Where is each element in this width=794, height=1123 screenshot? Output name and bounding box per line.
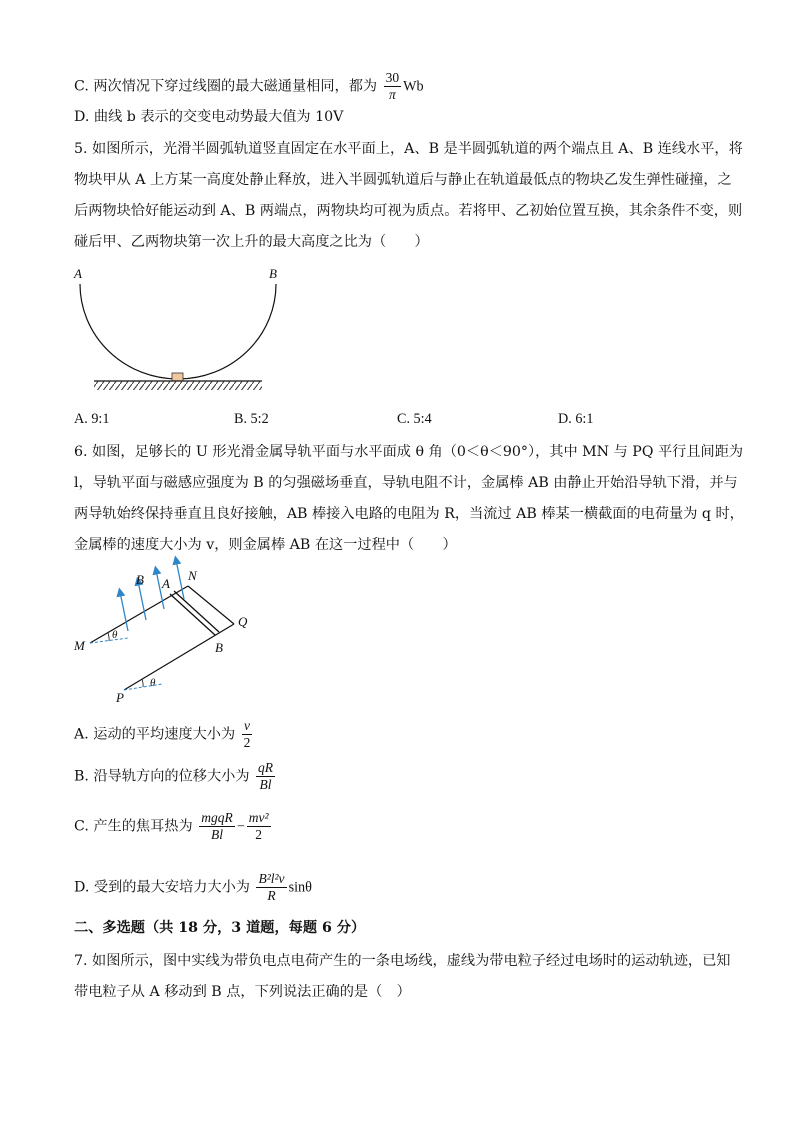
q6-label-q: Q (238, 614, 248, 629)
q6-stem-line-4: 金属棒的速度大小为 v，则金属棒 AB 在这一过程中（ ） (74, 537, 457, 553)
q6-rail-pq (124, 624, 234, 690)
q6-label-b-field: B (136, 572, 144, 587)
q6-label-a: A (162, 576, 170, 591)
q6-label-b-end: B (215, 640, 223, 655)
q6-label-n: N (188, 568, 197, 583)
q6-angle-arc-p (142, 679, 143, 687)
q4-option-c (74, 70, 424, 103)
q5-semicircle-track (80, 284, 276, 379)
q5-option-d: D. 6:1 (558, 411, 594, 427)
q5-stem-line-3: 后两物块恰好能运动到 A、B 两端点，两物块均可视为质点。若将甲、乙初始位置互换，其余条件不变，则 (74, 203, 743, 219)
q4-option-d: D. 曲线 b 表示的交变电动势最大值为 10V (74, 109, 344, 125)
q6-angle-arc-m (108, 633, 109, 641)
q6-option-b: B. 沿导轨方向的位移大小为 $\frac{qR}{Bl}$ (74, 760, 274, 792)
q4-option-c-text: C. 两次情况下穿过线圈的最大磁通量相同，都为 (74, 78, 378, 95)
q5-label-a: A (74, 266, 82, 281)
q6-label-p: P (116, 690, 124, 705)
q6-rod-ab-1 (170, 594, 215, 635)
q6-option-a: A. 运动的平均速度大小为 $\frac{v}{2}$ (74, 718, 251, 750)
q7-stem-line-1: 7. 如图所示，图中实线为带负电点电荷产生的一条电场线，虚线为带电粒子经过电场时的运动轨迹，已知 (74, 953, 731, 969)
q5-stem-line-4: 碰后甲、乙两物块第一次上升的最大高度之比为（ ） (74, 234, 429, 250)
q6-option-b-fraction: $\frac{qR}{Bl}$ (258, 760, 274, 792)
q6-option-a-fraction: $\frac{v}{2}$ (243, 718, 251, 750)
q6-stem-line-1: 6. 如图，足够长的 U 形光滑金属导轨平面与水平面成 θ 角（0＜θ＜90°），其中 MN 与 PQ 平行且间距为 (74, 444, 744, 460)
q6-label-m: M (74, 638, 85, 653)
q5-label-b: B (269, 266, 277, 281)
q5-ground-hatch (94, 381, 262, 390)
q7-stem-line-2: 带电粒子从 A 移动到 B 点，下列说法正确的是（ ） (74, 984, 411, 1000)
q6-stem-line-3: 两导轨始终保持垂直且良好接触，AB 棒接入电路的电阻为 R，当流过 AB 棒某一横截面的电荷量为 q 时， (74, 506, 744, 522)
q6-label-theta-p: θ (150, 677, 156, 689)
q5-option-a: A. 9:1 (74, 411, 110, 427)
section-heading-multiple-choice: 二、多选题（共 18 分，3 道题，每题 6 分） (74, 920, 366, 936)
q5-semicircle-figure (72, 264, 277, 394)
q5-stem-line-1: 5. 如图所示，光滑半圆弧轨道竖直固定在水平面上，A、B 是半圆弧轨道的两个端点且 A、B 连线水平，将 (74, 141, 743, 157)
q6-stem-line-2: l，导轨平面与磁感应强度为 B 的匀强磁场垂直，导轨电阻不计，金属棒 AB 由静止开始沿导轨下滑，并与 (74, 475, 738, 491)
q6-label-theta-m: θ (112, 629, 118, 641)
q6-option-c-fraction-2: $\frac{\text{mv²}}{2}$ (248, 810, 269, 842)
q5-stem-line-2: 物块甲从 A 上方某一高度处静止释放，进入半圆弧轨道后与静止在轨道最低点的物块乙发生弹性碰撞，之 (74, 172, 732, 188)
q4-option-c-unit: Wb (403, 78, 424, 95)
q5-option-c: C. 5:4 (397, 411, 432, 427)
q6-rail-figure (72, 566, 252, 706)
q6-option-d-fraction: $\frac{\text{B²l²v}}{R}$ (258, 871, 285, 903)
q6-option-c: C. 产生的焦耳热为 $\frac{\text{mgqR}}{Bl}$ − $\frac{\text{mv²}}{2}$ (74, 810, 269, 842)
q6-rail-mn (90, 586, 188, 643)
q4-option-c-fraction: $\frac{30}{\pi}$ (385, 70, 400, 102)
q6-rail-end (188, 586, 234, 624)
q5-option-b: B. 5:2 (234, 411, 269, 427)
q6-rod-ab-2 (174, 591, 219, 632)
q6-option-c-fraction-1: $\frac{\text{mgqR}}{Bl}$ (201, 810, 233, 842)
q6-option-d: D. 受到的最大安培力大小为 $\frac{\text{B²l²v}}{R}$ sinθ (74, 871, 312, 903)
q5-block (172, 373, 183, 381)
